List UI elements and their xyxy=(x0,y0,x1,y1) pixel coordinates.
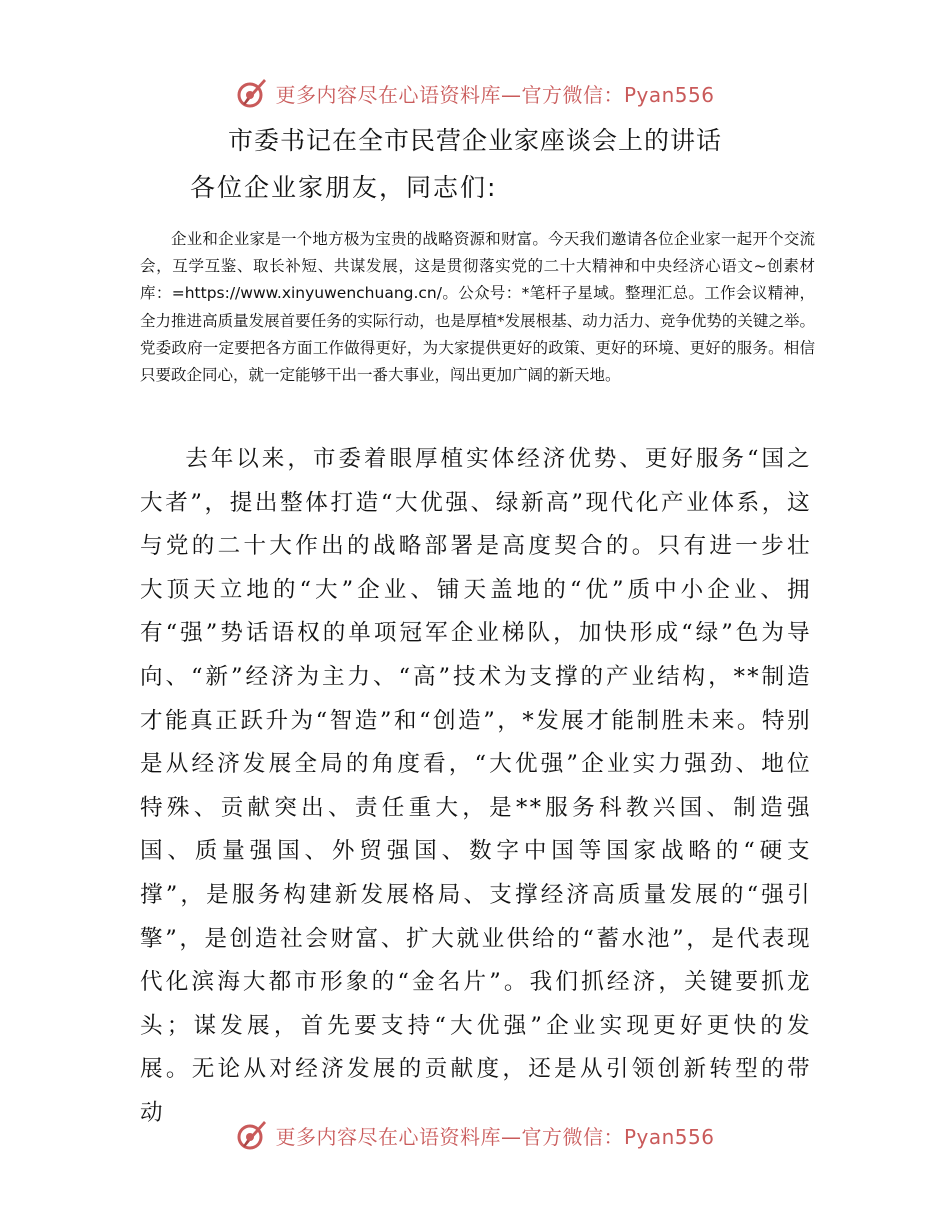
quill-pen-logo-icon xyxy=(235,76,269,110)
banner-text: 更多内容尽在心语资料库—官方微信：Pyan556 xyxy=(275,1124,715,1149)
intro-paragraph: 企业和企业家是一个地方极为宝贵的战略资源和财富。今天我们邀请各位企业家一起开个交流会，互学互鉴、取长补短、共谋发展，这是贯彻落实党的二十大精神和中央经济心语文~创素材库：=https://www.xinyuwenchuang.cn/。公众号：*笔杆子星域。整理汇总。工作会议精神，全力推进高质量发展首要任务的实际行动，也是厚植*发展根基、动力活力、竞争优势的关键之举。党委政府一定要把各方面工作做得更好，为大家提供更好的政策、更好的环境、更好的服务。相信只要政企同心，就一定能够干出一番大事业，闯出更加广阔的新天地。 xyxy=(140,230,815,385)
footer-watermark-banner xyxy=(0,1110,950,1160)
document-title: 市委书记在全市民营企业家座谈会上的讲话 xyxy=(227,126,722,155)
body-paragraph: 去年以来，市委着眼厚植实体经济优势、更好服务“国之大者”，提出整体打造“大优强、绿新高”现代化产业体系，这与党的二十大作出的战略部署是高度契合的。只有进一步壮大顶天立地的“大”企业、铺天盖地的“优”质中小企业、拥有“强”势话语权的单项冠军企业梯队，加快形成“绿”色为导向、“新”经济为主力、“高”技术为支撑的产业结构，**制造才能真正跃升为“智造”和“创造”，*发展才能制胜未来。特别是从经济发展全局的角度看，“大优强”企业实力强劲、地位特殊、贡献突出、责任重大，是**服务科教兴国、制造强国、质量强国、外贸强国、数字中国等国家战略的“硬支撑”，是服务构建新发展格局、支撑经济高质量发展的“强引擎”，是创造社会财富、扩大就业供给的“蓄水池”，是代表现代化滨海大都市形象的“金名片”。我们抓经济，关键要抓龙头；谋发展，首先要支持“大优强”企业实现更好更快的发展。无论从对经济发展的贡献度，还是从引领创新转型的带动 xyxy=(140,446,812,1126)
banner-text: 更多内容尽在心语资料库—官方微信：Pyan556 xyxy=(275,82,715,107)
quill-pen-logo-icon xyxy=(235,1118,269,1152)
salutation: 各位企业家朋友，同志们: xyxy=(190,173,498,202)
header-watermark-banner xyxy=(0,68,950,118)
